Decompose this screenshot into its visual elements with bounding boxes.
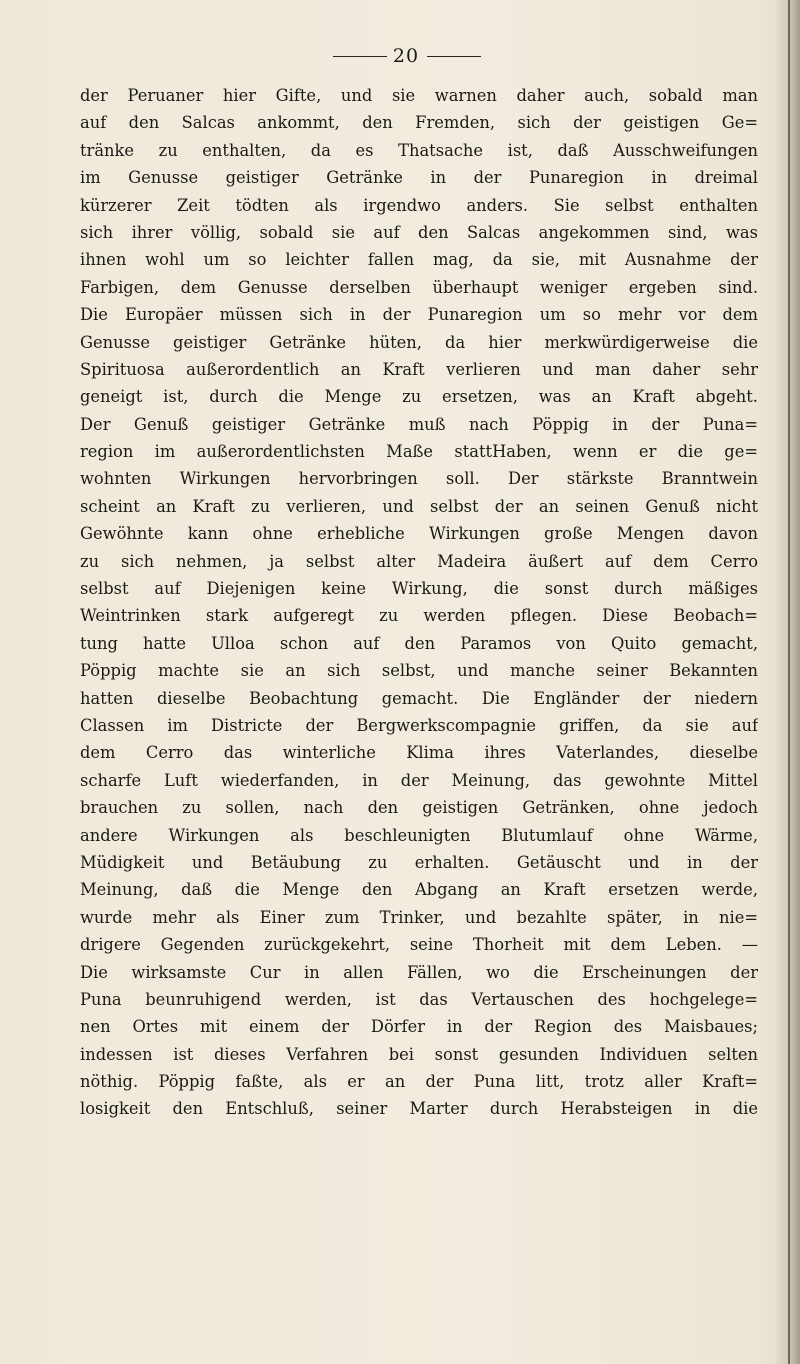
text-line: Müdigkeit und Betäubung zu erhalten. Getäuscht und in der <box>80 852 758 872</box>
text-line: Farbigen, dem Genusse derselben überhaupt weniger ergeben sind. <box>80 277 758 297</box>
text-line: auf den Salcas ankommt, den Fremden, sich der geistigen Ge= <box>80 113 758 133</box>
text-line: Weintrinken stark aufgeregt zu werden pflegen. Diese Beobach= <box>80 606 758 626</box>
page-edge-shadow <box>774 0 800 1364</box>
text-line: Gewöhnte kann ohne erhebliche Wirkungen große Mengen davon <box>80 524 758 544</box>
text-line: wurde mehr als Einer zum Trinker, und bezahlte später, in nie= <box>80 907 758 927</box>
text-line: nen Ortes mit einem der Dörfer in der Region des Maisbaues; <box>80 1017 758 1037</box>
text-line: im Genusse geistiger Getränke in der Punaregion in dreimal <box>80 168 758 188</box>
text-line: Classen im Districte der Bergwerkscompagnie griffen, da sie auf <box>80 715 758 735</box>
text-line: scheint an Kraft zu verlieren, und selbst der an seinen Genuß nicht <box>80 496 758 516</box>
text-line: indessen ist dieses Verfahren bei sonst gesunden Individuen selten <box>80 1044 758 1064</box>
text-line: Genusse geistiger Getränke hüten, da hier merkwürdigerweise die <box>80 332 758 352</box>
text-line: hatten dieselbe Beobachtung gemacht. Die Engländer der niedern <box>80 688 758 708</box>
header-rule-right <box>427 56 481 57</box>
text-line: sich ihrer völlig, sobald sie auf den Salcas angekommen sind, was <box>80 222 758 242</box>
text-line: tränke zu enthalten, da es Thatsache ist, daß Ausschweifungen <box>80 140 758 160</box>
page-number: 20 <box>392 45 420 67</box>
text-line: dem Cerro das winterliche Klima ihres Vaterlandes, dieselbe <box>80 743 758 763</box>
text-line: Meinung, daß die Menge den Abgang an Kraft ersetzen werde, <box>80 880 758 900</box>
text-line: Die wirksamste Cur in allen Fällen, wo die Erscheinungen der <box>80 962 758 982</box>
text-line: nöthig. Pöppig faßte, als er an der Puna litt, trotz aller Kraft= <box>80 1072 758 1092</box>
text-line: Spirituosa außerordentlich an Kraft verlieren und man daher sehr <box>80 359 758 379</box>
page-header <box>0 44 800 68</box>
text-line: Puna beunruhigend werden, ist das Vertauschen des hochgelege= <box>80 989 758 1009</box>
text-line: Die Europäer müssen sich in der Punaregion um so mehr vor dem <box>80 305 758 325</box>
text-line: region im außerordentlichsten Maße stattHaben, wenn er die ge= <box>80 442 758 462</box>
text-line: drigere Gegenden zurückgekehrt, seine Thorheit mit dem Leben. — <box>80 935 758 955</box>
text-line: Der Genuß geistiger Getränke muß nach Pöppig in der Puna= <box>80 414 758 434</box>
text-line: scharfe Luft wiederfanden, in der Meinung, das gewohnte Mittel <box>80 770 758 790</box>
text-line: ihnen wohl um so leichter fallen mag, da sie, mit Ausnahme der <box>80 250 758 270</box>
text-line: losigkeit den Entschluß, seiner Marter durch Herabsteigen in die <box>80 1099 758 1119</box>
text-line: der Peruaner hier Gifte, und sie warnen daher auch, sobald man <box>80 86 758 105</box>
text-line: andere Wirkungen als beschleunigten Blutumlauf ohne Wärme, <box>80 825 758 845</box>
text-line: brauchen zu sollen, nach den geistigen Getränken, ohne jedoch <box>80 798 758 818</box>
text-line: kürzerer Zeit tödten als irgendwo anders. Sie selbst enthalten <box>80 195 758 215</box>
text-line: tung hatte Ulloa schon auf den Paramos von Quito gemacht, <box>80 633 758 653</box>
page-edge-line <box>788 0 790 1364</box>
text-line: Pöppig machte sie an sich selbst, und manche seiner Bekannten <box>80 661 758 681</box>
text-line: geneigt ist, durch die Menge zu ersetzen, was an Kraft abgeht. <box>80 387 758 407</box>
text-line: selbst auf Diejenigen keine Wirkung, die sonst durch mäßiges <box>80 579 758 599</box>
header-rule-left <box>333 56 387 57</box>
body-text <box>80 82 758 1123</box>
text-line: wohnten Wirkungen hervorbringen soll. Der stärkste Branntwein <box>80 469 758 489</box>
text-line: zu sich nehmen, ja selbst alter Madeira äußert auf dem Cerro <box>80 551 758 571</box>
